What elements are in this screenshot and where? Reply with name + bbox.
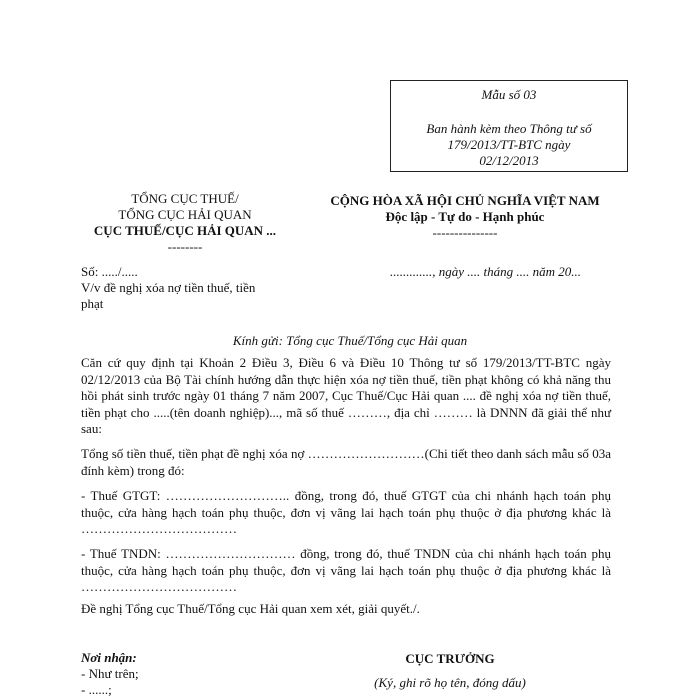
document-number: Số: ...../.....: [81, 264, 138, 279]
agency-line-1: TỔNG CỤC THUẾ/: [131, 191, 239, 206]
agency-line-2: TỔNG CỤC HẢI QUAN: [118, 207, 252, 222]
recipient-item: - Như trên;: [81, 666, 139, 681]
signer-title: CỤC TRƯỞNG: [405, 651, 495, 666]
nation-title: CỘNG HÒA XÃ HỘI CHỦ NGHĨA VIỆT NAM: [330, 193, 600, 208]
recipients: [81, 650, 139, 698]
agency-line-3: CỤC THUẾ/CỤC HẢI QUAN ...: [93, 223, 277, 238]
agency-rule: --------: [167, 239, 203, 254]
date-line: ............., ngày .... tháng .... năm 20...: [390, 264, 582, 279]
document-subject: V/v đề nghị xóa nợ tiền thuế, tiền phạt: [81, 280, 256, 311]
paragraph-cit: - Thuế TNDN: ………………………… đồng, trong đó, thuế TNDN của chi nhánh hạch toán phụ thuộc, cửa hàng hạch toán phụ thuộc, đơn vị vãng lai hạch toán phụ thuộc ở địa phương khác là ………………………………: [81, 546, 611, 594]
nation-header: [280, 193, 650, 241]
recipient-item: - ......;: [81, 682, 112, 697]
recipients-title: Nơi nhận:: [81, 650, 137, 665]
nation-motto: Độc lập - Tự do - Hạnh phúc: [385, 209, 545, 224]
agency-header: [60, 191, 310, 255]
form-number: Mẫu số 03: [481, 87, 537, 102]
addressee: Kính gửi: Tổng cục Thuế/Tổng cục Hải quan: [232, 333, 468, 348]
issued-by-text: Ban hành kèm theo Thông tư số 179/2013/TT-BTC ngày 02/12/2013: [426, 121, 592, 168]
paragraph-total-amount: Tổng số tiền thuế, tiền phạt đề nghị xóa nợ ………………………(Chi tiết theo danh sách mẫu số 03a đính kèm) trong đó:: [81, 446, 611, 478]
paragraph-vat: - Thuế GTGT: ……………………….. đồng, trong đó, thuế GTGT của chi nhánh hạch toán phụ thuộc, cửa hàng hạch toán phụ thuộc, đơn vị vãng lai hạch toán phụ thuộc ở địa phương khác là ………………………………: [81, 488, 611, 536]
paragraph-legal-basis: Căn cứ quy định tại Khoản 2 Điều 3, Điều 6 và Điều 10 Thông tư số 179/2013/TT-BTC ngày 02/12/2013 của Bộ Tài chính hướng dẫn thực hiện xóa nợ tiền thuế, tiền phạt không có khả năng thu hồi phát sinh trước ngày 01 tháng 7 năm 2007, Cục Thuế/Cục Hải quan .... đề nghị xóa nợ tiền thuế, tiền phạt cho .....(tên doanh nghiệp)..., mã số thuế ………, địa chỉ ……… là DNNN đã giải thể như sau:: [81, 355, 611, 436]
form-info-box: [390, 80, 628, 172]
signature-block: [330, 651, 570, 691]
paragraph-request: Đề nghị Tổng cục Thuế/Tổng cục Hải quan xem xét, giải quyết./.: [81, 601, 420, 616]
signature-note: (Ký, ghi rõ họ tên, đóng dấu): [374, 675, 526, 690]
nation-rule: ---------------: [432, 225, 498, 240]
